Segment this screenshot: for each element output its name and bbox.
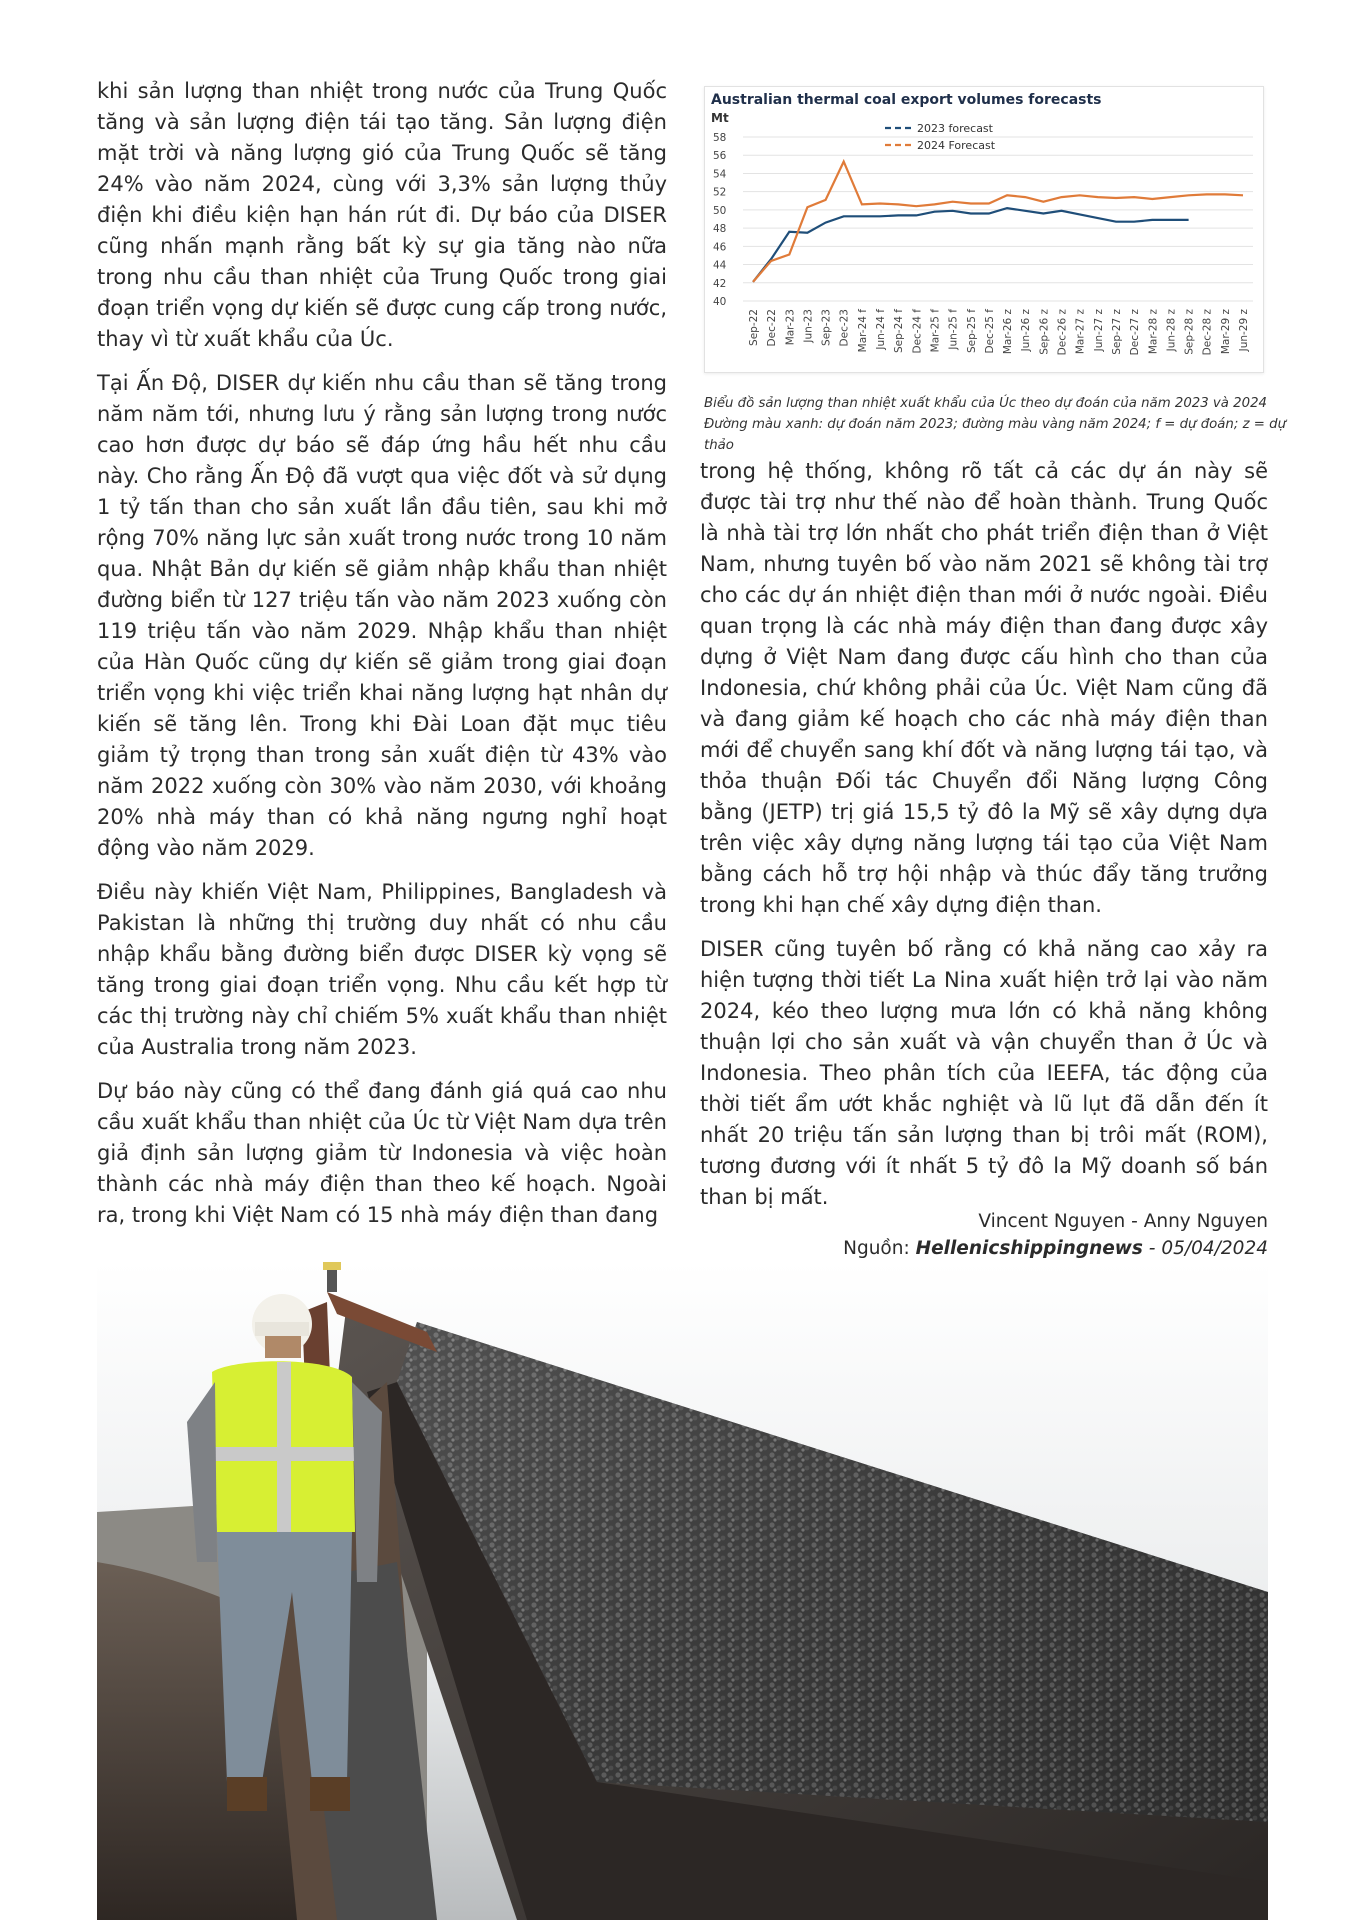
- y-tick-label: 56: [713, 150, 727, 163]
- paragraph: trong hệ thống, không rõ tất cả các dự án này sẽ được tài trợ như thế nào để hoàn thành. Trung Quốc là nhà tài trợ lớn nhất cho phát triển điện than ở Việt Nam, nhưng tuyên bố vào năm 2021 sẽ không tài trợ cho các dự án nhiệt điện than mới ở nước ngoài. Điều quan trọng là các nhà máy điện than đang được xây dựng ở Việt Nam đang được cấu hình cho than của Indonesia, chứ không phải của Úc. Việt Nam cũng đã và đang giảm kế hoạch cho các nhà máy điện than mới để chuyển sang khí đốt và năng lượng tái tạo, và thỏa thuận Đối tác Chuyển đổi Năng lượng Công bằng (JETP) trị giá 15,5 tỷ đô la Mỹ sẽ xây dựng dựa trên việc xây dựng năng lượng tái tạo của Việt Nam bằng cách hỗ trợ hội nhập và thúc đẩy tăng trưởng trong khi hạn chế xây dựng điện than.: [700, 459, 1268, 917]
- x-tick-label: Sep-22: [748, 309, 760, 346]
- x-tick-label: Sep-24 f: [893, 309, 906, 353]
- x-tick-label: Dec-24 f: [911, 309, 924, 354]
- x-tick-label: Mar-27 z: [1074, 309, 1087, 355]
- x-tick-label: Sep-26 z: [1038, 309, 1051, 355]
- x-tick-label: Mar-26 z: [1002, 309, 1015, 355]
- x-tick-label: Mar-23: [784, 309, 797, 346]
- x-tick-label: Jun-29 z: [1238, 309, 1250, 352]
- x-tick-label: Mar-29 z: [1219, 309, 1232, 355]
- source-line: [843, 1235, 1268, 1262]
- y-tick-label: 46: [713, 241, 727, 254]
- x-tick-label: Jun-26 z: [1020, 309, 1033, 352]
- source-date: - 05/04/2024: [1142, 1238, 1268, 1259]
- x-tick-label: Dec-26 z: [1056, 309, 1069, 356]
- y-tick-label: 40: [713, 296, 727, 308]
- coal-conveyor-photo: [97, 1262, 1268, 1920]
- x-tick-label: Jun-25 f: [947, 309, 960, 350]
- x-tick-label: Dec-28 z: [1201, 309, 1214, 356]
- chart-caption-line1: Biểu đồ sản lượng than nhiệt xuất khẩu của Úc theo dự đoán của năm 2023 và 2024: [704, 396, 1268, 411]
- paragraph: DISER cũng tuyên bố rằng có khả năng cao xảy ra hiện tượng thời tiết La Nina xuất hiện trở lại vào năm 2024, kéo theo lượng mưa lớn có khả năng không thuận lợi cho sản xuất và vận chuyển than ở Úc và Indonesia. Theo phân tích của IEEFA, tác động của thời tiết ẩm ướt khắc nghiệt và lũ lụt đã dẫn đến ít nhất 20 triệu tấn sản lượng than bị trôi mất (ROM), tương đương với ít nhất 5 tỷ đô la Mỹ doanh số bán than bị mất.: [700, 937, 1268, 1209]
- conveyor-illustration: [97, 1262, 1268, 1920]
- x-tick-label: Mar-25 f: [929, 309, 942, 353]
- article-right-column: [700, 456, 1268, 1226]
- paragraph: Điều này khiến Việt Nam, Philippines, Bangladesh và Pakistan là những thị trường duy nhất có nhu cầu nhập khẩu bằng đường biển được DISER kỳ vọng sẽ tăng trong giai đoạn triển vọng. Nhu cầu kết hợp từ các thị trường này chỉ chiếm 5% xuất khẩu than nhiệt của Australia trong năm 2023.: [97, 880, 667, 1059]
- x-tick-label: Dec-23: [838, 309, 851, 347]
- x-tick-label: Sep-25 f: [965, 309, 978, 353]
- x-tick-label: Mar-24 f: [856, 309, 869, 353]
- source-label: Nguồn:: [843, 1238, 916, 1259]
- source-publication: Hellenicshippingnews: [915, 1238, 1143, 1259]
- x-tick-label: Dec-27 z: [1129, 309, 1142, 356]
- chart-title: Australian thermal coal export volumes forecasts: [711, 92, 1102, 108]
- chart-svg: [705, 87, 1263, 372]
- x-tick-label: Jun-28 z: [1165, 309, 1178, 352]
- y-axis-label: Mt: [711, 111, 729, 125]
- paragraph: Dự báo này cũng có thể đang đánh giá quá cao nhu cầu xuất khẩu than nhiệt của Úc từ Việt Nam dựa trên giả định sản lượng giảm từ Indonesia và việc hoàn thành các nhà máy điện than theo kế hoạch. Ngoài ra, trong khi Việt Nam có 15 nhà máy điện than đang: [97, 1079, 667, 1227]
- series-line-2023: [753, 208, 1189, 282]
- legend-label: 2023 forecast: [917, 122, 993, 135]
- y-tick-label: 54: [713, 168, 727, 181]
- x-tick-label: Jun-24 f: [875, 309, 888, 350]
- x-tick-label: Jun-23: [802, 309, 815, 343]
- article-left-column: [97, 76, 667, 1244]
- y-tick-label: 50: [713, 204, 727, 217]
- paragraph: Tại Ấn Độ, DISER dự kiến nhu cầu than sẽ tăng trong năm năm tới, nhưng lưu ý rằng sản lượng trong nước cao hơn được dự báo sẽ đáp ứng hầu hết nhu cầu này. Cho rằng Ấn Độ đã vượt qua việc đốt và sử dụng 1 tỷ tấn than cho sản xuất lần đầu tiên, sau khi mở rộng 70% năng lực sản xuất trong nước trong 10 năm qua. Nhật Bản dự kiến sẽ giảm nhập khẩu than nhiệt đường biển từ 127 triệu tấn vào năm 2023 xuống còn 119 triệu tấn vào năm 2029. Nhập khẩu than nhiệt của Hàn Quốc cũng dự kiến sẽ giảm trong giai đoạn triển vọng khi việc triển khai năng lượng hạt nhân dự kiến sẽ tăng lên. Trong khi Đài Loan đặt mục tiêu giảm tỷ trọng than trong sản xuất điện từ 43% vào năm 2022 xuống còn 30% vào năm 2030, với khoảng 20% nhà máy than có khả năng ngưng nghỉ hoạt động vào năm 2029.: [97, 371, 667, 860]
- y-tick-label: 48: [713, 223, 727, 236]
- authors: Vincent Nguyen - Anny Nguyen: [978, 1211, 1268, 1232]
- y-tick-label: 44: [713, 259, 727, 272]
- coal-export-chart: [704, 86, 1264, 373]
- paragraph: khi sản lượng than nhiệt trong nước của Trung Quốc tăng và sản lượng điện tái tạo tăng. Sản lượng điện mặt trời và năng lượng gió của Trung Quốc sẽ tăng 24% vào năm 2024, cùng với 3,3% sản lượng thủy điện khi điều kiện hạn hán rút đi. Dự báo của DISER cũng nhấn mạnh rằng bất kỳ sự gia tăng nào nữa trong nhu cầu than nhiệt của Trung Quốc trong giai đoạn triển vọng dự kiến sẽ được cung cấp trong nước, thay vì từ xuất khẩu của Úc.: [97, 79, 667, 351]
- x-tick-label: Dec-25 f: [983, 309, 996, 354]
- x-tick-label: Dec-22: [766, 309, 779, 347]
- y-tick-label: 58: [713, 132, 727, 144]
- chart-caption-line2: Đường màu xanh: dự đoán năm 2023; đường màu vàng năm 2024; f = dự đoán; z = dự thảo: [704, 417, 1287, 453]
- x-tick-label: Sep-28 z: [1183, 309, 1196, 355]
- x-tick-label: Mar-28 z: [1147, 309, 1160, 355]
- legend-label: 2024 Forecast: [917, 139, 996, 152]
- y-tick-label: 42: [713, 277, 727, 290]
- y-tick-label: 52: [713, 186, 727, 199]
- x-tick-label: Sep-27 z: [1110, 309, 1123, 355]
- x-tick-label: Jun-27 z: [1092, 309, 1105, 352]
- x-tick-label: Sep-23: [820, 309, 833, 346]
